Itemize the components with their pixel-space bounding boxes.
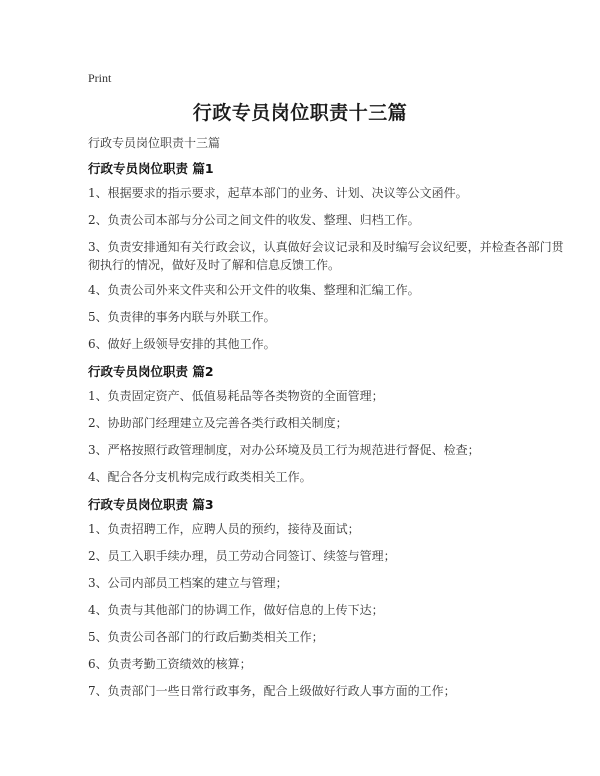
- section-1: [88, 159, 568, 362]
- list-item: 4、负责与其他部门的协调工作，做好信息的上传下达；: [88, 603, 384, 617]
- list-item: 4、配合各分支机构完成行政类相关工作。: [88, 470, 312, 484]
- list-item: 5、负责公司各部门的行政后勤类相关工作；: [88, 630, 324, 644]
- print-label: Print: [88, 71, 112, 85]
- list-item: 1、根据要求的指示要求，起草本部门的业务、计划、决议等公文函件。: [88, 186, 468, 200]
- list-item: 1、负责招聘工作，应聘人员的预约，接待及面试；: [88, 522, 360, 536]
- list-item: 6、做好上级领导安排的其他工作。: [88, 337, 276, 351]
- list-item: 3、公司内部员工档案的建立与管理；: [88, 576, 288, 590]
- document-body: [88, 159, 568, 709]
- section-heading: 行政专员岗位职责 篇2: [88, 364, 214, 379]
- section-heading: 行政专员岗位职责 篇1: [88, 161, 214, 176]
- list-item: 2、负责公司本部与分公司之间文件的收发、整理、归档工作。: [88, 213, 420, 227]
- section-2: [88, 362, 568, 495]
- list-item: 6、负责考勤工资绩效的核算；: [88, 657, 252, 671]
- list-item: 7、负责部门一些日常行政事务，配合上级做好行政人事方面的工作；: [88, 684, 456, 698]
- list-item: 1、负责固定资产、低值易耗品等各类物资的全面管理；: [88, 389, 384, 403]
- list-item: 3、负责安排通知有关行政会议，认真做好会议记录和及时编写会议纪要，并检查各部门贯彻执行的情况，做好及时了解和信息反馈工作。: [88, 240, 564, 272]
- section-3: [88, 495, 568, 709]
- section-heading: 行政专员岗位职责 篇3: [88, 497, 214, 512]
- list-item: 3、严格按照行政管理制度，对办公环境及员工行为规范进行督促、检查；: [88, 443, 480, 457]
- list-item: 2、协助部门经理建立及完善各类行政相关制度；: [88, 416, 348, 430]
- list-item: 4、负责公司外来文件夹和公开文件的收集、整理和汇编工作。: [88, 283, 420, 297]
- list-item: 5、负责律的事务内联与外联工作。: [88, 310, 276, 324]
- page-title: 行政专员岗位职责十三篇: [192, 102, 408, 124]
- document-subtitle: 行政专员岗位职责十三篇: [88, 136, 221, 150]
- list-item: 2、员工入职手续办理，员工劳动合同签订、续签与管理；: [88, 549, 396, 563]
